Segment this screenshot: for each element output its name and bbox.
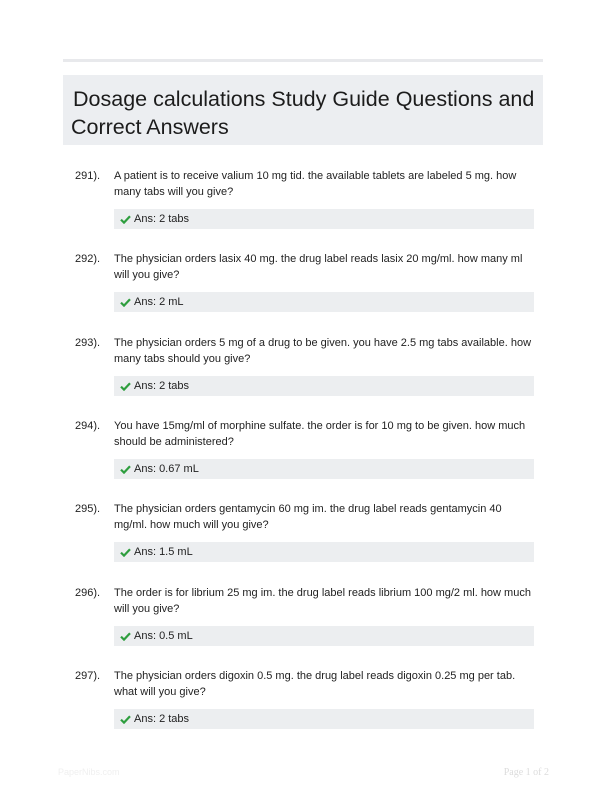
check-icon	[119, 213, 131, 225]
document-title	[71, 85, 535, 141]
question-text: The physician orders lasix 40 mg. the drug label reads lasix 20 mg/ml. how many ml will you give?	[114, 253, 523, 281]
answer-box	[114, 459, 534, 479]
answer-box	[114, 709, 534, 729]
footer-watermark: PaperNibs.com	[58, 767, 120, 777]
answer-box	[114, 376, 534, 396]
question-text: The physician orders 5 mg of a drug to be given. you have 2.5 mg tabs available. how many tabs should you give?	[114, 337, 532, 365]
answer-box	[114, 542, 534, 562]
answer-text: Ans: 0.67 mL	[134, 463, 199, 475]
question-number: 291).	[75, 170, 101, 182]
answer-text: Ans: 0.5 mL	[134, 630, 193, 642]
answer-text: Ans: 2 tabs	[134, 380, 190, 392]
document-title-box	[63, 75, 543, 145]
answer-box	[114, 626, 534, 646]
question-text: The physician orders gentamycin 60 mg im. the drug label reads gentamycin 40 mg/ml. how much will you give?	[114, 503, 502, 531]
question-number: 296).	[75, 587, 101, 599]
question-number: 293).	[75, 337, 101, 349]
answer-box	[114, 292, 534, 312]
question-text: The order is for librium 25 mg im. the drug label reads librium 100 mg/2 ml. how much will you give?	[114, 587, 531, 615]
check-icon	[119, 463, 131, 475]
answer-text: Ans: 2 tabs	[134, 713, 190, 725]
check-icon	[119, 546, 131, 558]
question-number: 292).	[75, 253, 101, 265]
top-divider	[63, 59, 543, 62]
title-line-1: Dosage calculations Study Guide Questions and	[73, 87, 535, 111]
question-number: 295).	[75, 503, 101, 515]
question-text: You have 15mg/ml of morphine sulfate. the order is for 10 mg to be given. how much should be administered?	[114, 420, 526, 448]
title-line-2: Correct Answers	[71, 115, 229, 139]
answer-text: Ans: 2 tabs	[134, 213, 190, 225]
page-indicator: Page 1 of 2	[503, 767, 549, 778]
question-number: 294).	[75, 420, 101, 432]
answer-text: Ans: 2 mL	[134, 296, 184, 308]
check-icon	[119, 630, 131, 642]
check-icon	[119, 380, 131, 392]
question-number: 297).	[75, 670, 101, 682]
question-text: The physician orders digoxin 0.5 mg. the drug label reads digoxin 0.25 mg per tab. what will you give?	[114, 670, 516, 698]
check-icon	[119, 713, 131, 725]
answer-text: Ans: 1.5 mL	[134, 546, 193, 558]
question-text: A patient is to receive valium 10 mg tid. the available tablets are labeled 5 mg. how many tabs will you give?	[114, 170, 517, 198]
check-icon	[119, 296, 131, 308]
answer-box	[114, 209, 534, 229]
